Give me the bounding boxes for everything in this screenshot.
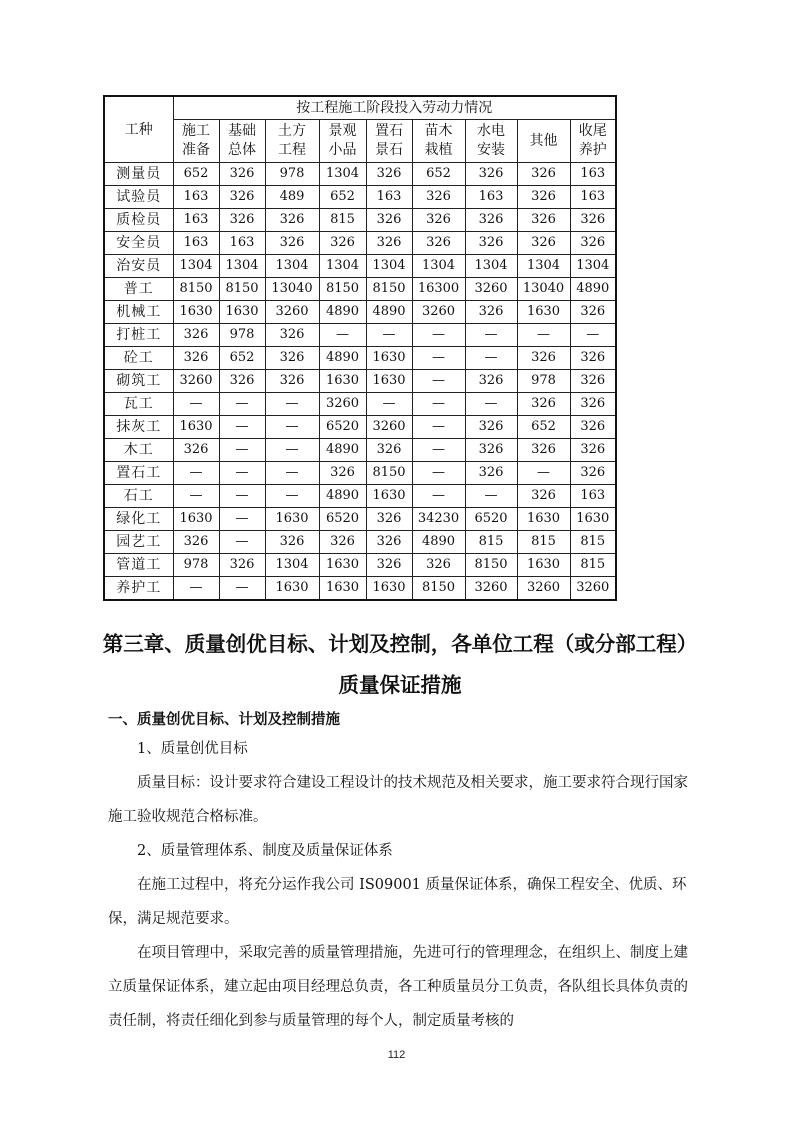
header-stage	[570, 120, 616, 163]
labor-value: 8150	[412, 577, 465, 601]
labor-value: 326	[265, 370, 319, 393]
labor-value: 326	[517, 209, 570, 232]
labor-value: 34230	[412, 508, 465, 531]
labor-value: 1630	[517, 508, 570, 531]
table-row	[104, 324, 616, 347]
labor-value: 326	[465, 439, 517, 462]
labor-value: 326	[366, 209, 412, 232]
labor-value: 326	[219, 370, 265, 393]
labor-value: 326	[173, 531, 219, 554]
trade-name: 养护工	[104, 577, 173, 601]
labor-value: 1304	[366, 255, 412, 278]
labor-value: —	[570, 324, 616, 347]
labor-value: 1630	[219, 301, 265, 324]
labor-value: —	[366, 324, 412, 347]
labor-value: 163	[366, 186, 412, 209]
labor-value: 326	[517, 186, 570, 209]
labor-value: 1630	[570, 508, 616, 531]
labor-value: 326	[570, 462, 616, 485]
labor-value: 3260	[319, 393, 366, 416]
labor-value: 6520	[465, 508, 517, 531]
labor-value: 815	[570, 531, 616, 554]
labor-value: 3260	[517, 577, 570, 601]
labor-value: —	[412, 347, 465, 370]
header-stage-line1: 置石	[375, 123, 403, 139]
labor-value: —	[265, 393, 319, 416]
subheading-management-system: 2、质量管理体系、制度及质量保证体系	[137, 843, 393, 859]
labor-value: 326	[219, 209, 265, 232]
labor-value: 163	[173, 232, 219, 255]
table-row	[104, 278, 616, 301]
labor-value: 8150	[319, 278, 366, 301]
labor-value: 1630	[366, 577, 412, 601]
labor-value: 163	[173, 186, 219, 209]
labor-value: 1304	[219, 255, 265, 278]
labor-value: —	[465, 324, 517, 347]
labor-value: 652	[412, 163, 465, 186]
labor-value: 163	[570, 485, 616, 508]
labor-value: 326	[465, 301, 517, 324]
trade-name: 试验员	[104, 186, 173, 209]
header-stage-line2: 景石	[375, 142, 403, 158]
labor-value: 3260	[412, 301, 465, 324]
labor-value: —	[173, 462, 219, 485]
header-stage-line1: 基础	[228, 123, 256, 139]
labor-value: 6520	[319, 416, 366, 439]
labor-value: 326	[366, 508, 412, 531]
table-row	[104, 554, 616, 577]
trade-name: 砌筑工	[104, 370, 173, 393]
trade-name: 打桩工	[104, 324, 173, 347]
labor-value: —	[465, 393, 517, 416]
labor-value: 326	[517, 439, 570, 462]
header-stage	[517, 120, 570, 163]
labor-value: 4890	[319, 347, 366, 370]
table-row	[104, 370, 616, 393]
header-stage	[412, 120, 465, 163]
header-stage-line1: 景观	[328, 123, 357, 139]
labor-value: 326	[570, 347, 616, 370]
labor-value: 326	[265, 347, 319, 370]
labor-value: 1630	[366, 347, 412, 370]
labor-value: 4890	[319, 301, 366, 324]
labor-value: 652	[173, 163, 219, 186]
labor-value: 326	[219, 554, 265, 577]
trade-name: 机械工	[104, 301, 173, 324]
labor-value: 326	[465, 163, 517, 186]
labor-value: 1304	[412, 255, 465, 278]
labor-value: 326	[570, 370, 616, 393]
labor-value: —	[465, 485, 517, 508]
labor-value: 326	[570, 439, 616, 462]
labor-value: 163	[465, 186, 517, 209]
labor-value: 326	[570, 416, 616, 439]
page-number: 112	[387, 1049, 406, 1061]
labor-value: 326	[265, 531, 319, 554]
labor-value: 326	[366, 554, 412, 577]
trade-name: 治安员	[104, 255, 173, 278]
labor-value: —	[412, 324, 465, 347]
labor-value: 1630	[265, 508, 319, 531]
labor-value: 978	[517, 370, 570, 393]
labor-value: 163	[570, 163, 616, 186]
header-stage	[319, 120, 366, 163]
labor-value: —	[265, 462, 319, 485]
header-stage	[366, 120, 412, 163]
trade-name: 砼工	[104, 347, 173, 370]
labor-value: —	[219, 508, 265, 531]
labor-value: 1630	[173, 416, 219, 439]
labor-value: 163	[219, 232, 265, 255]
table-row	[104, 439, 616, 462]
labor-value: —	[265, 416, 319, 439]
table-row	[104, 301, 616, 324]
labor-value: 978	[219, 324, 265, 347]
paragraph-iso: 在施工过程中，将充分运作我公司 IS09001 质量保证体系，确保工程安全、优质、环保，满足规范要求。	[108, 877, 687, 927]
labor-value: 652	[517, 416, 570, 439]
labor-value: 1304	[265, 554, 319, 577]
labor-value: 6520	[319, 508, 366, 531]
labor-value: 326	[412, 554, 465, 577]
labor-value: 4890	[319, 485, 366, 508]
labor-value: —	[173, 393, 219, 416]
header-stage-line2: 栽植	[424, 142, 453, 158]
header-stage-line2: 安装	[477, 142, 505, 158]
table-row	[104, 531, 616, 554]
labor-value: —	[265, 439, 319, 462]
labor-value: —	[219, 577, 265, 601]
table-row	[104, 186, 616, 209]
trade-name: 普工	[104, 278, 173, 301]
labor-value: 3260	[265, 301, 319, 324]
labor-value: 326	[465, 416, 517, 439]
labor-value: 326	[465, 370, 517, 393]
labor-value: —	[465, 347, 517, 370]
labor-value: 326	[265, 324, 319, 347]
labor-value: 326	[570, 209, 616, 232]
trade-name: 抹灰工	[104, 416, 173, 439]
labor-value: —	[219, 416, 265, 439]
labor-value: 16300	[412, 278, 465, 301]
table-row	[104, 577, 616, 601]
table-row	[104, 163, 616, 186]
labor-value: —	[219, 393, 265, 416]
labor-value: 1304	[265, 255, 319, 278]
table-row	[104, 347, 616, 370]
table-row	[104, 508, 616, 531]
labor-value: —	[412, 416, 465, 439]
labor-value: 326	[366, 531, 412, 554]
labor-value: 326	[570, 301, 616, 324]
trade-name: 安全员	[104, 232, 173, 255]
table-row	[104, 255, 616, 278]
labor-value: 1304	[319, 255, 366, 278]
paragraph-quality-goal: 质量目标：设计要求符合建设工程设计的技术规范及相关要求，施工要求符合现行国家施工验收规范合格标准。	[108, 775, 688, 825]
labor-value: 326	[412, 232, 465, 255]
labor-value: 326	[219, 186, 265, 209]
labor-value: —	[219, 462, 265, 485]
labor-value: 326	[319, 531, 366, 554]
labor-value: 1304	[319, 163, 366, 186]
labor-value: 326	[517, 163, 570, 186]
labor-value: 489	[265, 186, 319, 209]
labor-value: —	[412, 485, 465, 508]
labor-value: —	[412, 370, 465, 393]
labor-value: 326	[465, 209, 517, 232]
labor-value: 1630	[319, 554, 366, 577]
labor-value: 326	[517, 232, 570, 255]
labor-value: 326	[465, 462, 517, 485]
labor-value: 1304	[570, 255, 616, 278]
labor-value: 13040	[517, 278, 570, 301]
labor-value: 1630	[366, 370, 412, 393]
header-stage-line1: 施工	[182, 123, 210, 139]
labor-value: 163	[570, 186, 616, 209]
labor-value: 326	[570, 393, 616, 416]
labor-value: 4890	[366, 301, 412, 324]
labor-value: 326	[517, 347, 570, 370]
labor-value: —	[412, 462, 465, 485]
labor-value: —	[319, 324, 366, 347]
labor-value: 326	[265, 209, 319, 232]
labor-value: —	[517, 324, 570, 347]
labor-value: 326	[570, 232, 616, 255]
labor-value: 652	[219, 347, 265, 370]
labor-value: 1630	[319, 577, 366, 601]
header-stage	[465, 120, 517, 163]
table-row	[104, 232, 616, 255]
header-stage-line2: 养护	[578, 142, 607, 158]
header-stage	[219, 120, 265, 163]
header-stage-line1: 苗木	[424, 123, 453, 139]
trade-name: 石工	[104, 485, 173, 508]
labor-value: 326	[412, 186, 465, 209]
labor-value: 326	[366, 163, 412, 186]
labor-value: 1630	[173, 301, 219, 324]
labor-value: 326	[173, 324, 219, 347]
labor-value: 326	[173, 439, 219, 462]
labor-value: 8150	[366, 278, 412, 301]
table-row	[104, 485, 616, 508]
labor-value: —	[366, 393, 412, 416]
labor-value: —	[219, 531, 265, 554]
header-stage	[265, 120, 319, 163]
trade-name: 质检员	[104, 209, 173, 232]
header-stage-line1: 收尾	[578, 123, 607, 139]
header-stage-line2: 小品	[328, 142, 357, 158]
trade-name: 园艺工	[104, 531, 173, 554]
labor-value: —	[412, 393, 465, 416]
header-stage-line2: 准备	[182, 142, 210, 158]
labor-value: 4890	[570, 278, 616, 301]
header-trade: 工种	[104, 96, 173, 163]
chapter-title-line1: 第三章、质量创优目标、计划及控制，各单位工程（或分部工程）	[102, 632, 698, 656]
chapter-title-line2: 质量保证措施	[338, 673, 462, 697]
labor-value: 815	[570, 554, 616, 577]
labor-table	[103, 95, 617, 601]
labor-value: —	[517, 462, 570, 485]
labor-value: 4890	[412, 531, 465, 554]
labor-value: —	[265, 485, 319, 508]
table-row	[104, 209, 616, 232]
labor-value: 326	[173, 347, 219, 370]
labor-value: 326	[465, 232, 517, 255]
labor-value: 13040	[265, 278, 319, 301]
labor-value: 1630	[517, 554, 570, 577]
header-stage-line1: 土方	[278, 123, 306, 139]
trade-name: 绿化工	[104, 508, 173, 531]
labor-value: 326	[366, 232, 412, 255]
labor-value: 1630	[173, 508, 219, 531]
labor-value: 163	[173, 209, 219, 232]
labor-value: 8150	[465, 554, 517, 577]
table-row	[104, 462, 616, 485]
trade-name: 木工	[104, 439, 173, 462]
labor-value: 1304	[517, 255, 570, 278]
labor-value: 326	[219, 163, 265, 186]
trade-name: 管道工	[104, 554, 173, 577]
subheading-quality-goal: 1、质量创优目标	[137, 741, 248, 757]
labor-value: —	[173, 485, 219, 508]
labor-value: 326	[412, 209, 465, 232]
labor-value: 3260	[570, 577, 616, 601]
labor-value: 1630	[517, 301, 570, 324]
header-stage-line1: 水电	[477, 123, 505, 139]
labor-value: 978	[173, 554, 219, 577]
labor-value: 8150	[366, 462, 412, 485]
labor-value: 8150	[173, 278, 219, 301]
labor-value: 4890	[319, 439, 366, 462]
labor-value: —	[173, 577, 219, 601]
labor-value: 3260	[366, 416, 412, 439]
section-heading: 一、质量创优目标、计划及控制措施	[108, 712, 340, 728]
labor-value: 326	[366, 439, 412, 462]
header-stage	[173, 120, 219, 163]
table-row	[104, 393, 616, 416]
labor-value: 8150	[219, 278, 265, 301]
labor-value: 978	[265, 163, 319, 186]
labor-value: 1630	[265, 577, 319, 601]
labor-value: 3260	[173, 370, 219, 393]
labor-value: —	[219, 439, 265, 462]
header-stage-line1: 其他	[529, 132, 558, 149]
labor-value: 3260	[465, 278, 517, 301]
header-stage-line2: 工程	[278, 142, 306, 158]
labor-value: 326	[517, 393, 570, 416]
labor-value: 326	[319, 232, 366, 255]
labor-value: 326	[265, 232, 319, 255]
trade-name: 瓦工	[104, 393, 173, 416]
labor-value: 815	[465, 531, 517, 554]
labor-value: 652	[319, 186, 366, 209]
trade-name: 测量员	[104, 163, 173, 186]
labor-value: 815	[319, 209, 366, 232]
labor-value: —	[412, 439, 465, 462]
labor-value: 815	[517, 531, 570, 554]
labor-value: 1304	[173, 255, 219, 278]
labor-value: 1630	[366, 485, 412, 508]
table-row	[104, 416, 616, 439]
trade-name: 置石工	[104, 462, 173, 485]
labor-value: 1304	[465, 255, 517, 278]
labor-value: 3260	[465, 577, 517, 601]
labor-value: 326	[517, 485, 570, 508]
labor-value: 1630	[319, 370, 366, 393]
labor-value: —	[219, 485, 265, 508]
header-stage-line2: 总体	[228, 142, 256, 158]
header-stage-group: 按工程施工阶段投入劳动力情况	[173, 96, 616, 120]
paragraph-project-management: 在项目管理中，采取完善的质量管理措施，先进可行的管理理念，在组织上、制度上建立质量保证体系，建立起由项目经理总负责，各工种质量员分工负责，各队组长具体负责的责任制，将责任细化到参与质量管理的每个人，制定质量考核的	[108, 945, 688, 1029]
labor-value: 326	[319, 462, 366, 485]
